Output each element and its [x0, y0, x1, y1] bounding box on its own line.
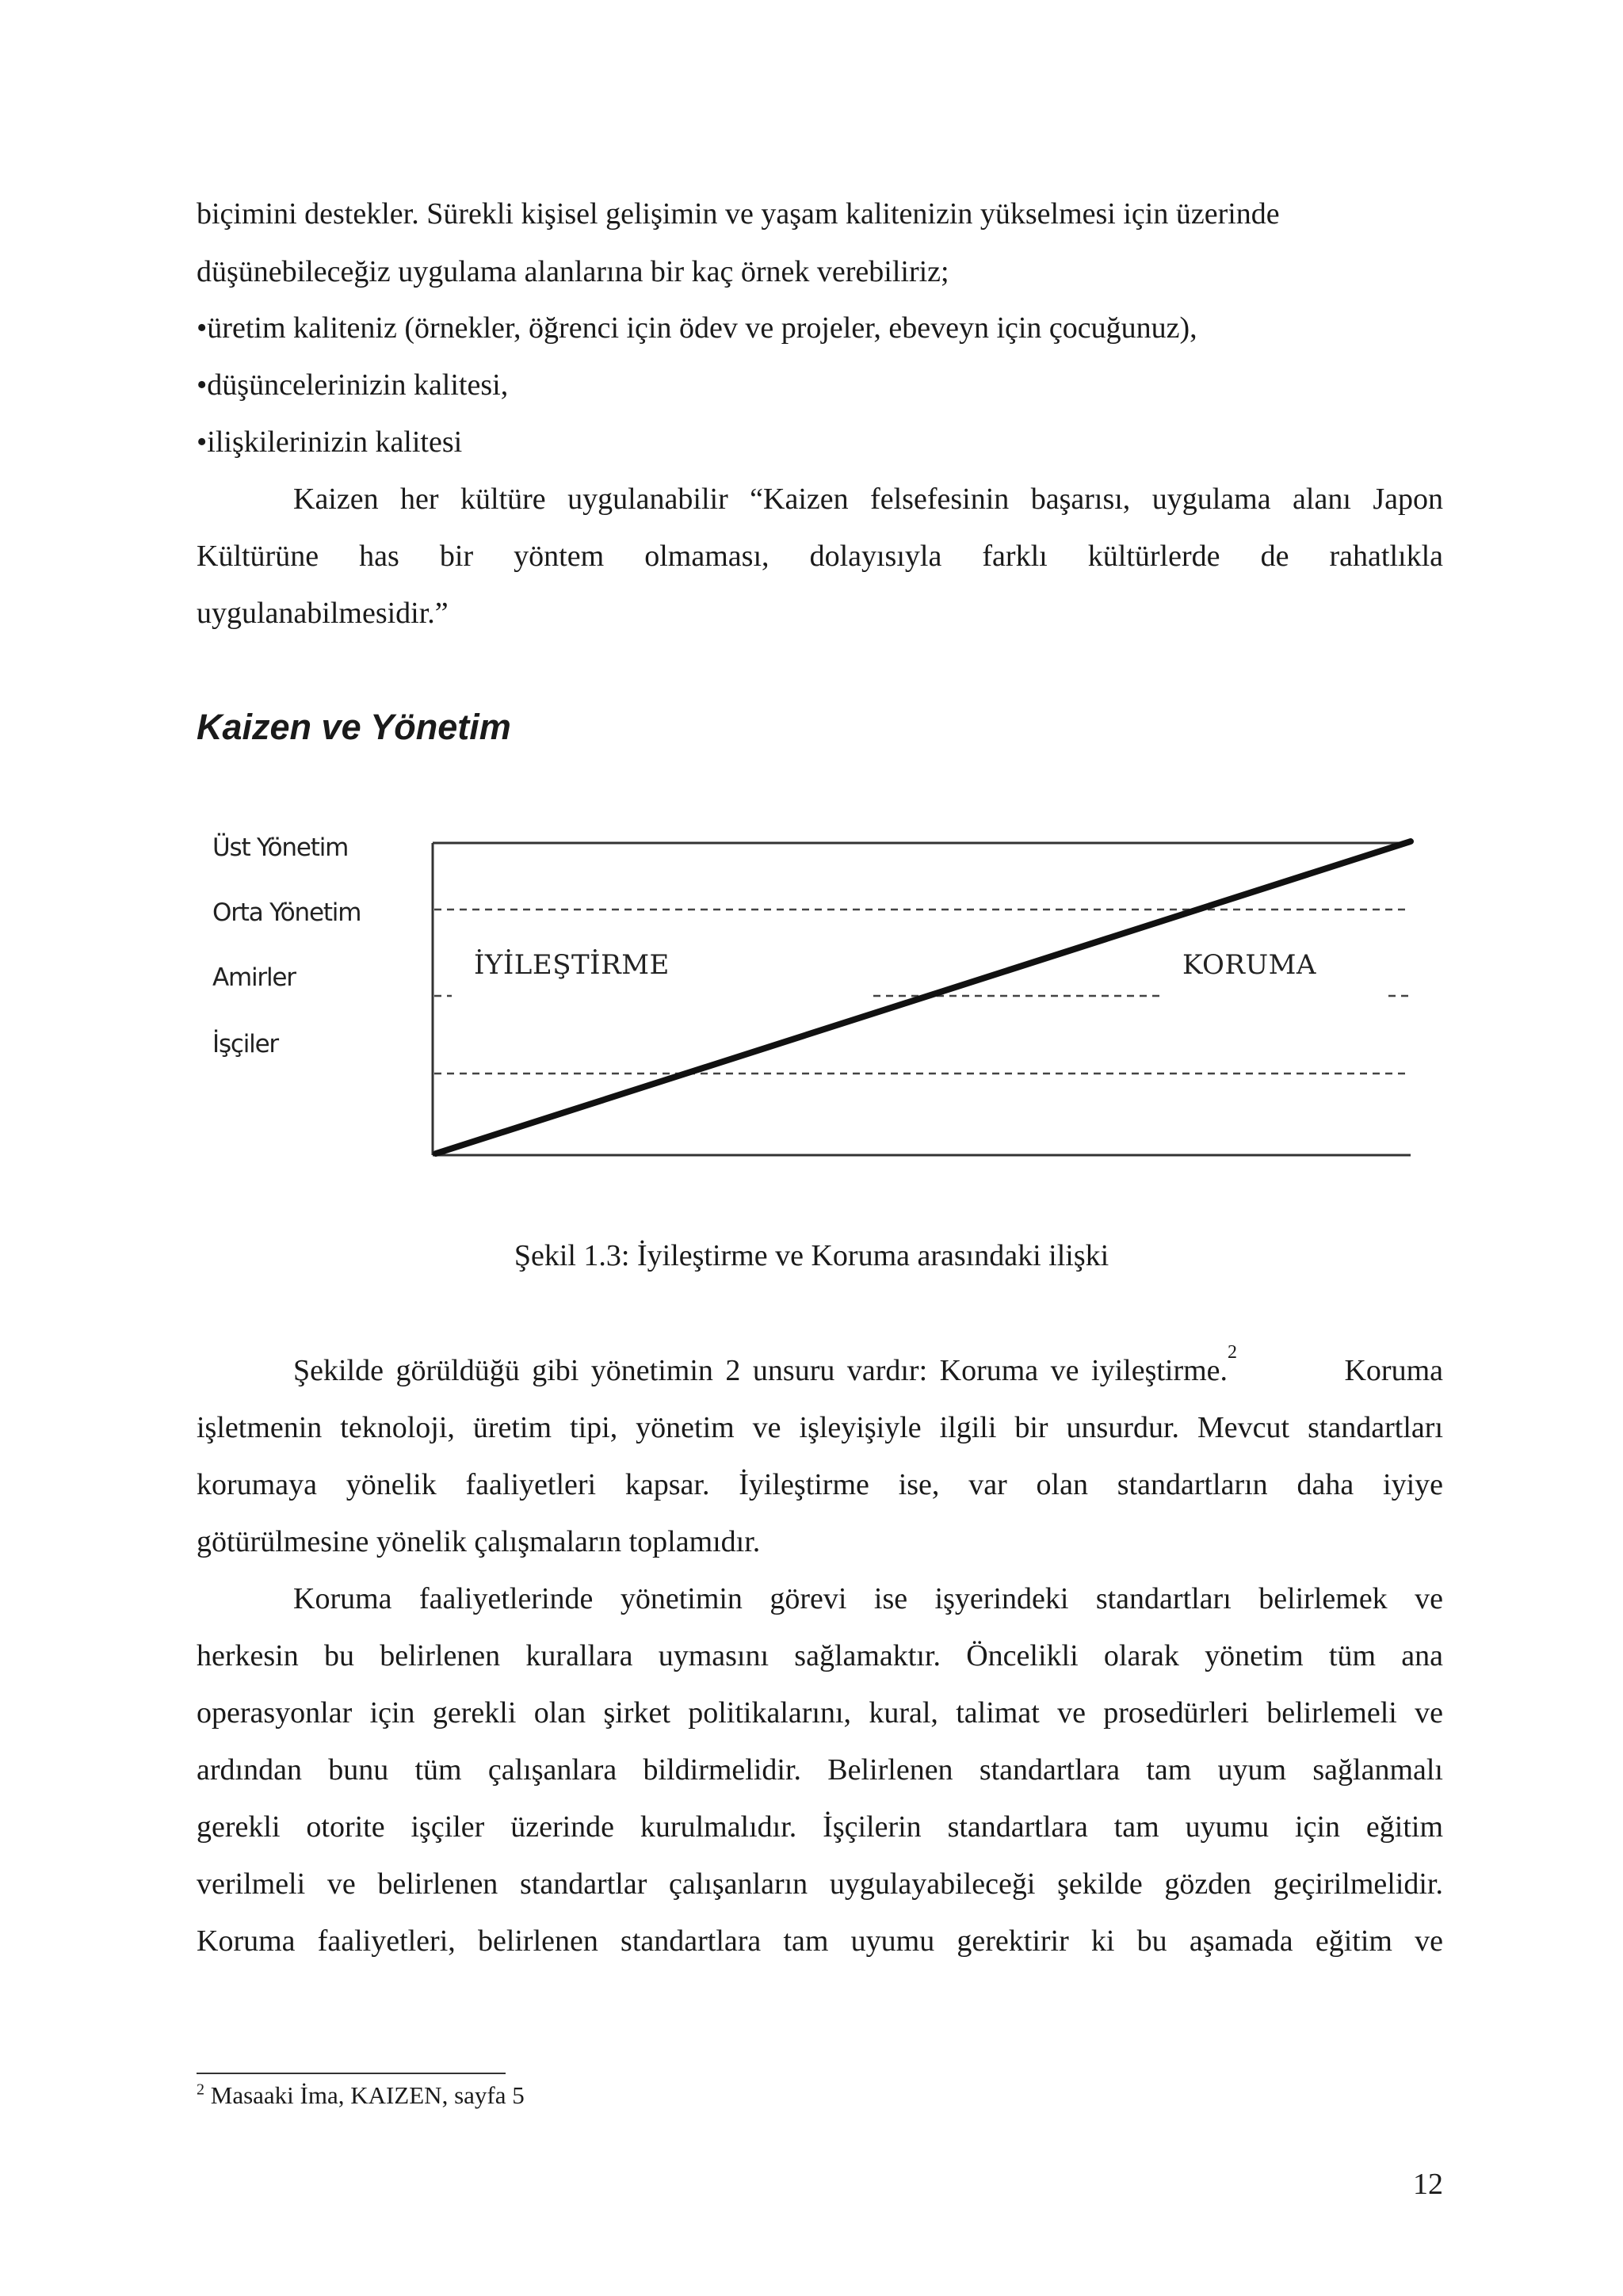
bullet-item: •üretim kaliteniz (örnekler, öğrenci için ödev ve projeler, ebeveyn için çocuğunuz), — [197, 311, 1197, 345]
figure-caption: Şekil 1.3: İyileştirme ve Koruma arasındaki ilişki — [514, 1239, 1109, 1272]
level-label-top-management: Üst Yönetim — [212, 833, 349, 862]
page-number: 12 — [1413, 2168, 1443, 2201]
level-label-middle-management: Orta Yönetim — [212, 898, 361, 927]
footnote-reference: 2 — [1228, 1342, 1238, 1363]
body-text-line: Kültürüne has bir yöntem olmaması, dolayısıyla farklı kültürlerde de rahatlıkla — [197, 540, 1443, 573]
paragraph-text: Şekilde görüldüğü gibi yönetimin 2 unsuru vardır: Koruma ve iyileştirme. — [293, 1354, 1228, 1387]
body-text-line: korumaya yönelik faaliyetleri kapsar. İyileştirme ise, var olan standartların daha iyiye — [197, 1468, 1443, 1501]
body-text-line: biçimini destekler. Sürekli kişisel gelişimin ve yaşam kalitenizin yükselmesi için üzerinde — [197, 197, 1280, 231]
body-text-line: Kaizen her kültüre uygulanabilir “Kaizen felsefesinin başarısı, uygulama alanı Japon — [293, 482, 1443, 516]
body-text-line — [293, 1342, 1443, 1389]
section-heading: Kaizen ve Yönetim — [197, 707, 511, 747]
bullet-item: •ilişkilerinizin kalitesi — [197, 425, 463, 459]
footnote-number: 2 — [197, 2081, 204, 2099]
body-text-line: işletmenin teknoloji, üretim tipi, yönetim ve işleyişiyle ilgili bir unsurdur. Mevcut standartları — [197, 1411, 1443, 1444]
paragraph-text: Koruma — [1344, 1354, 1443, 1387]
body-text-line: gerekli otorite işçiler üzerinde kurulmalıdır. İşçilerin standartlara tam uyumu için eğitim — [197, 1810, 1443, 1844]
body-text-line: ardından bunu tüm çalışanlara bildirmelidir. Belirlenen standartlara tam uyum sağlanmalı — [197, 1753, 1443, 1787]
kaizen-management-figure — [190, 816, 1426, 1173]
region-label-maintenance: KORUMA — [1182, 949, 1316, 981]
body-text-line: düşünebileceğiz uygulama alanlarına bir kaç örnek verebiliriz; — [197, 255, 949, 288]
body-text-line: Koruma faaliyetlerinde yönetimin görevi ise işyerindeki standartları belirlemek ve — [293, 1582, 1443, 1615]
body-text-line: herkesin bu belirlenen kurallara uymasını sağlamaktır. Öncelikli olarak yönetim tüm ana — [197, 1639, 1443, 1672]
footnote-separator — [197, 2073, 506, 2074]
bullet-item: •düşüncelerinizin kalitesi, — [197, 368, 509, 402]
body-text-line: Koruma faaliyetleri, belirlenen standartlara tam uyumu gerektirir ki bu aşamada eğitim ve — [197, 1924, 1443, 1958]
body-text-line: verilmeli ve belirlenen standartlar çalışanların uygulayabileceği şekilde gözden geçirilmelidir. — [197, 1867, 1443, 1901]
body-text-line: operasyonlar için gerekli olan şirket politikalarını, kural, talimat ve prosedürleri belirlemeli ve — [197, 1696, 1443, 1730]
body-text-line: uygulanabilmesidir.” — [197, 597, 449, 630]
improvement-maintenance-boundary-line — [436, 841, 1411, 1154]
footnote-text: Masaaki İma, KAIZEN, sayfa 5 — [204, 2081, 525, 2109]
region-label-improvement: İYİLEŞTİRME — [474, 949, 670, 981]
level-label-supervisors: Amirler — [212, 963, 296, 992]
level-label-workers: İşçiler — [212, 1030, 278, 1058]
footnote — [197, 2080, 525, 2111]
body-text-line: götürülmesine yönelik çalışmaların toplamıdır. — [197, 1525, 761, 1558]
figure-diagram — [190, 816, 1426, 1173]
